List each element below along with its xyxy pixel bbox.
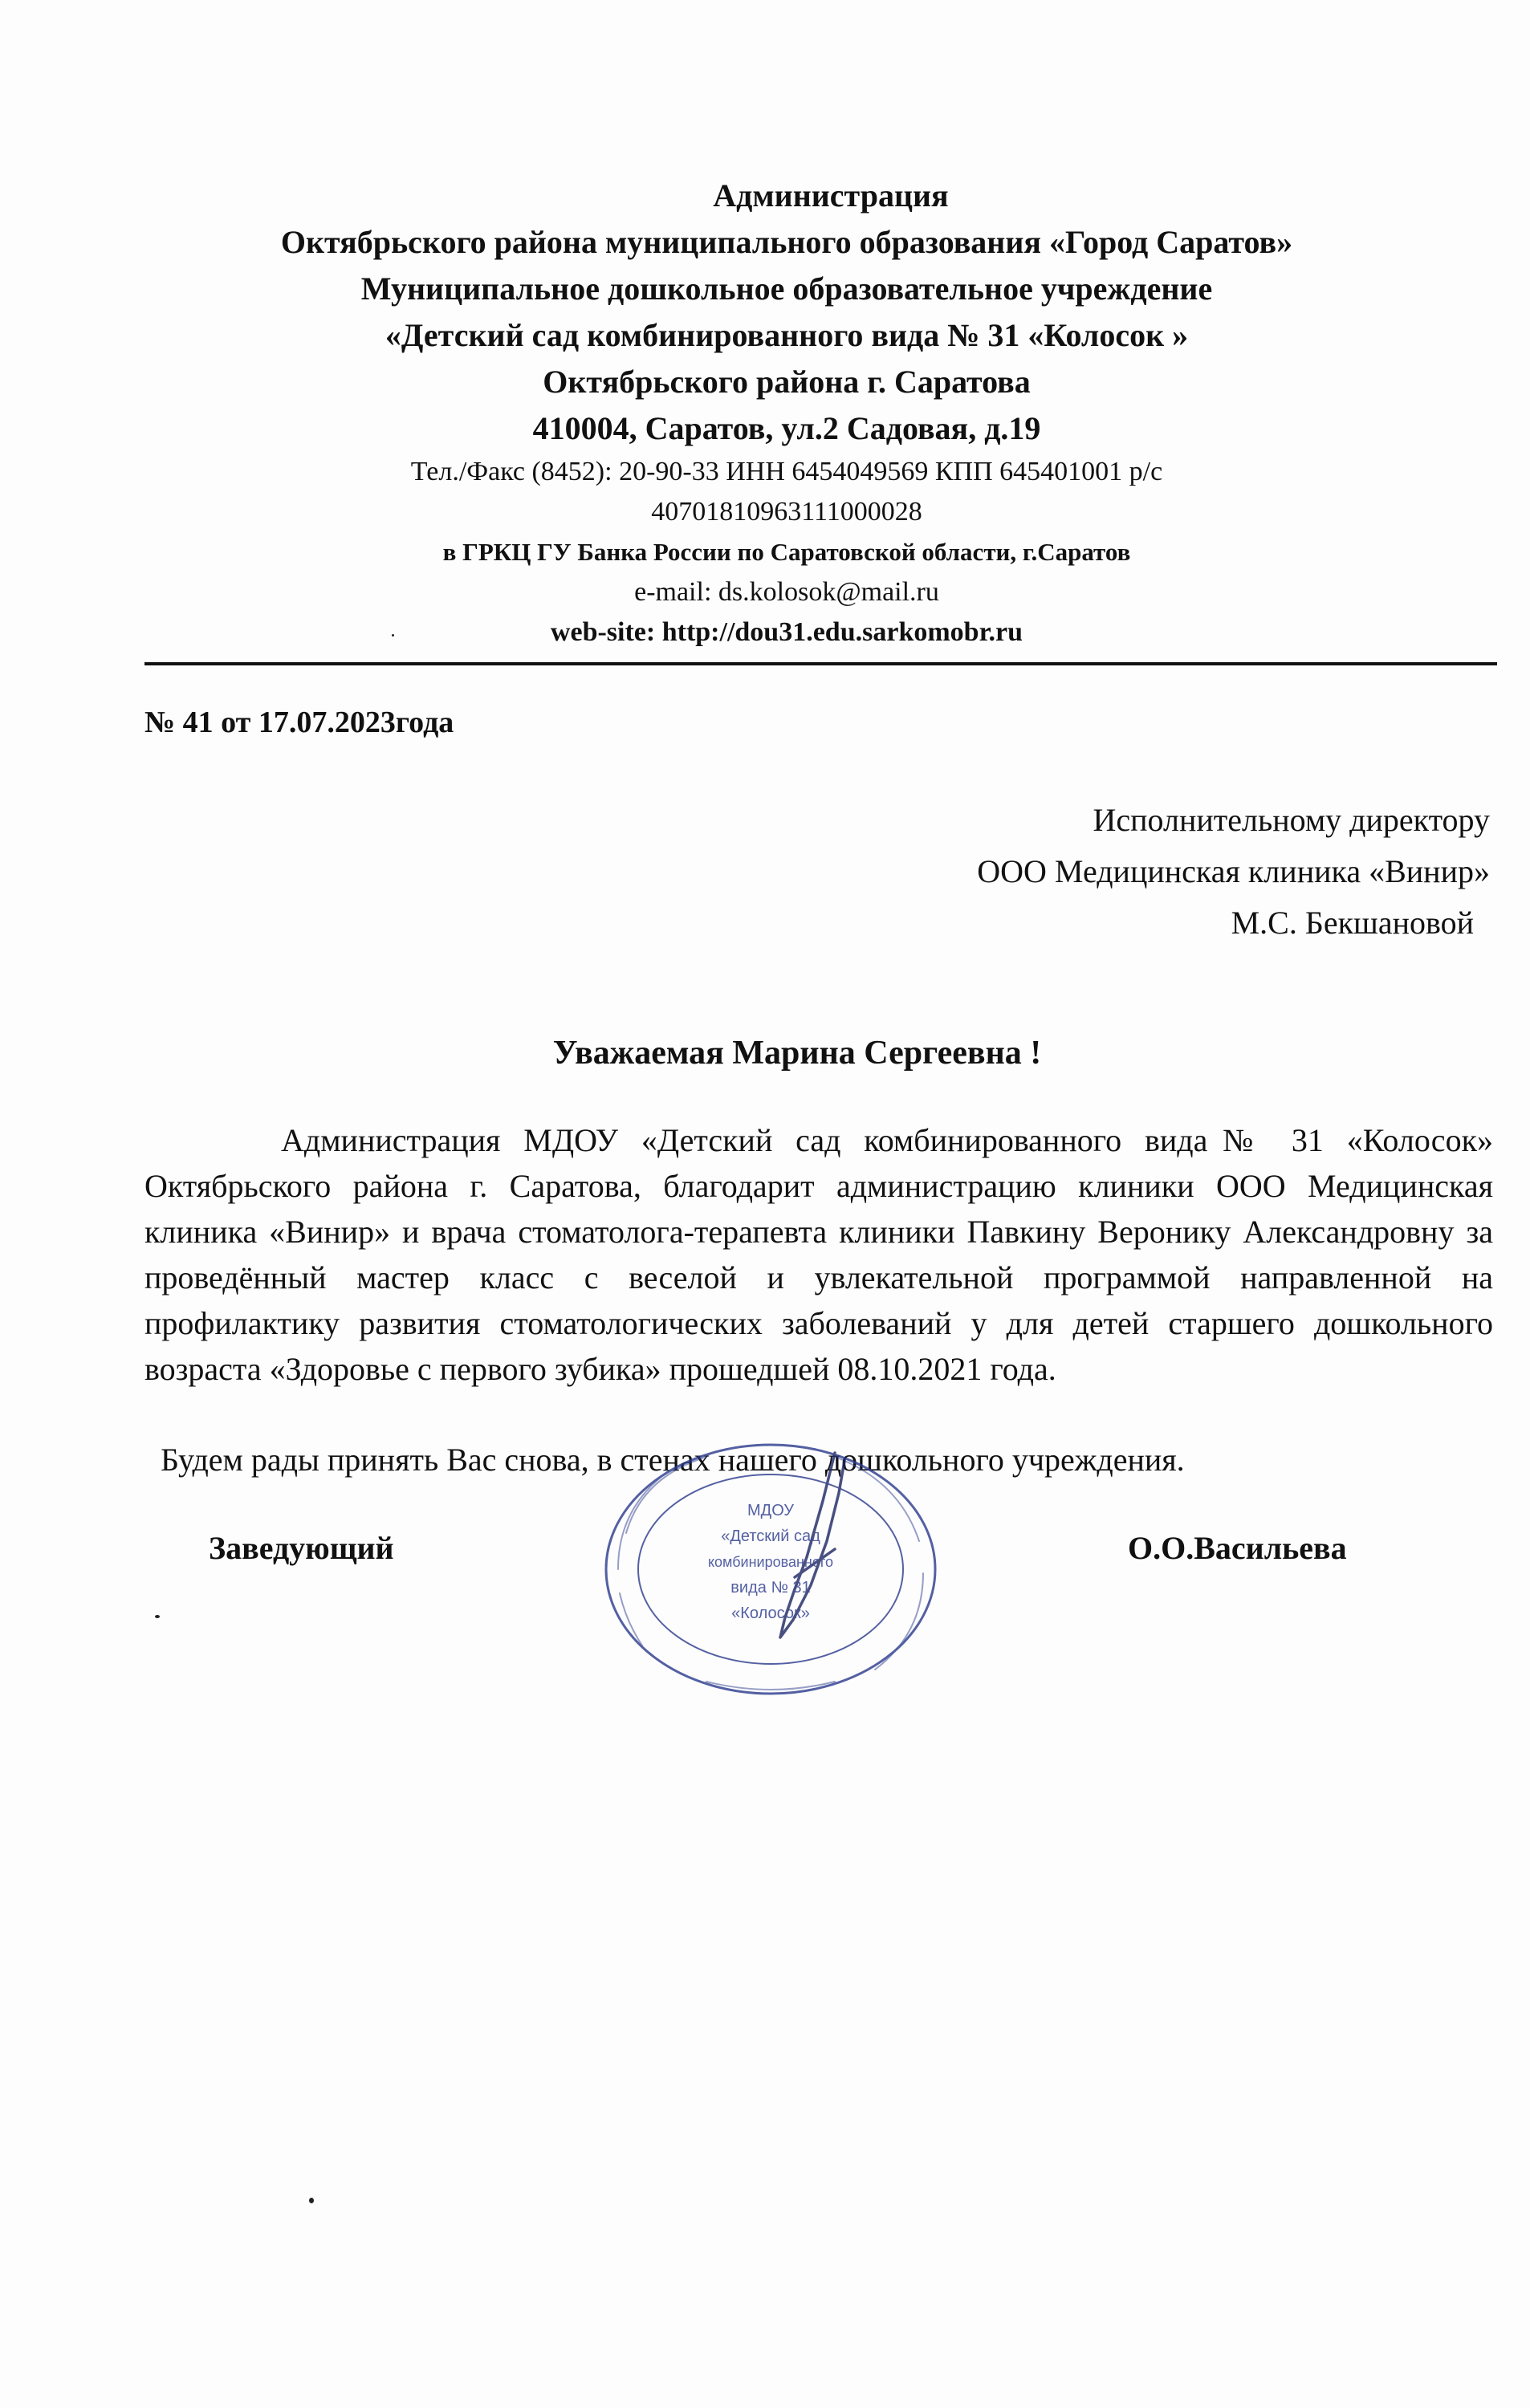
email-value: ds.kolosok@mail.ru xyxy=(718,577,939,607)
letterhead-institution-name: «Детский сад комбинированного вида № 31 «Колосок » xyxy=(385,317,1189,353)
document-number: № 41 от 17.07.2023года xyxy=(144,706,454,739)
letterhead-city-district: Октябрьского района г. Саратова xyxy=(543,364,1031,400)
recipient-block xyxy=(767,795,1490,949)
letter-body: Администрация МДОУ «Детский сад комбинированного вида№ 31 «Колосок» Октябрьского района г. Саратова, благодарит администрацию клиники ООО Медицинская клиника «Винир» и врача стоматолога-терапевта клиники Павкину Веронику Александровну за проведённый мастер класс с веселой и увлекательной программой направленной на профилактику развития стоматологических заболеваний у для детей старшего дошкольного возраста «Здоровье с первого зубика» прошедшей 08.10.2021 года. xyxy=(144,1122,1493,1387)
closing-sentence: Будем рады принять Вас снова, в стенах нашего дошкольного учреждения. xyxy=(161,1442,1185,1478)
scan-speck xyxy=(155,1615,160,1618)
signatory-role: Заведующий xyxy=(209,1530,394,1566)
website-value: http://dou31.edu.sarkomobr.ru xyxy=(661,617,1023,647)
stamp-line-2: «Детский сад xyxy=(721,1527,820,1545)
letterhead xyxy=(96,173,1477,653)
letterhead-email-line xyxy=(96,572,1477,612)
email-label: e-mail: xyxy=(634,577,718,607)
letterhead-district: Октябрьского района муниципального образования «Город Саратов» xyxy=(280,224,1293,260)
stamp-line-4: вида № 31 xyxy=(730,1579,811,1597)
stamp-line-3: комбинированного xyxy=(707,1554,834,1570)
letterhead-account: 40701810963111000028 xyxy=(651,497,922,527)
salutation xyxy=(0,1034,1530,1072)
official-stamp xyxy=(594,1437,947,1702)
letterhead-phone-inn: Тел./Факс (8452): 20-90-33 ИНН 6454049569 КПП 645401001 р/с xyxy=(410,457,1163,486)
scan-speck xyxy=(392,634,394,637)
recipient-company: ООО Медицинская клиника «Винир» xyxy=(977,853,1490,889)
header-divider xyxy=(144,662,1497,665)
stamp-line-1: МДОУ xyxy=(747,1502,795,1519)
recipient-title: Исполнительному директору xyxy=(1093,802,1490,838)
website-label: web-site: xyxy=(550,617,662,647)
letterhead-website-line xyxy=(96,612,1477,653)
stamp-line-5: «Колосок» xyxy=(731,1605,810,1622)
scan-speck xyxy=(309,2198,314,2203)
recipient-name: М.С. Бекшановой xyxy=(1231,905,1474,941)
letterhead-address: 410004, Саратов, ул.2 Садовая, д.19 xyxy=(532,410,1041,446)
salutation-text: Уважаемая Марина Сергеевна ! xyxy=(552,1035,1042,1072)
letterhead-administration: Администрация xyxy=(713,177,949,214)
letterhead-institution-type: Муниципальное дошкольное образовательное учреждение xyxy=(360,270,1213,307)
letterhead-bank: в ГРКЦ ГУ Банка России по Саратовской области, г.Саратов xyxy=(442,538,1131,566)
signatory-name: О.О.Васильева xyxy=(1128,1530,1347,1566)
